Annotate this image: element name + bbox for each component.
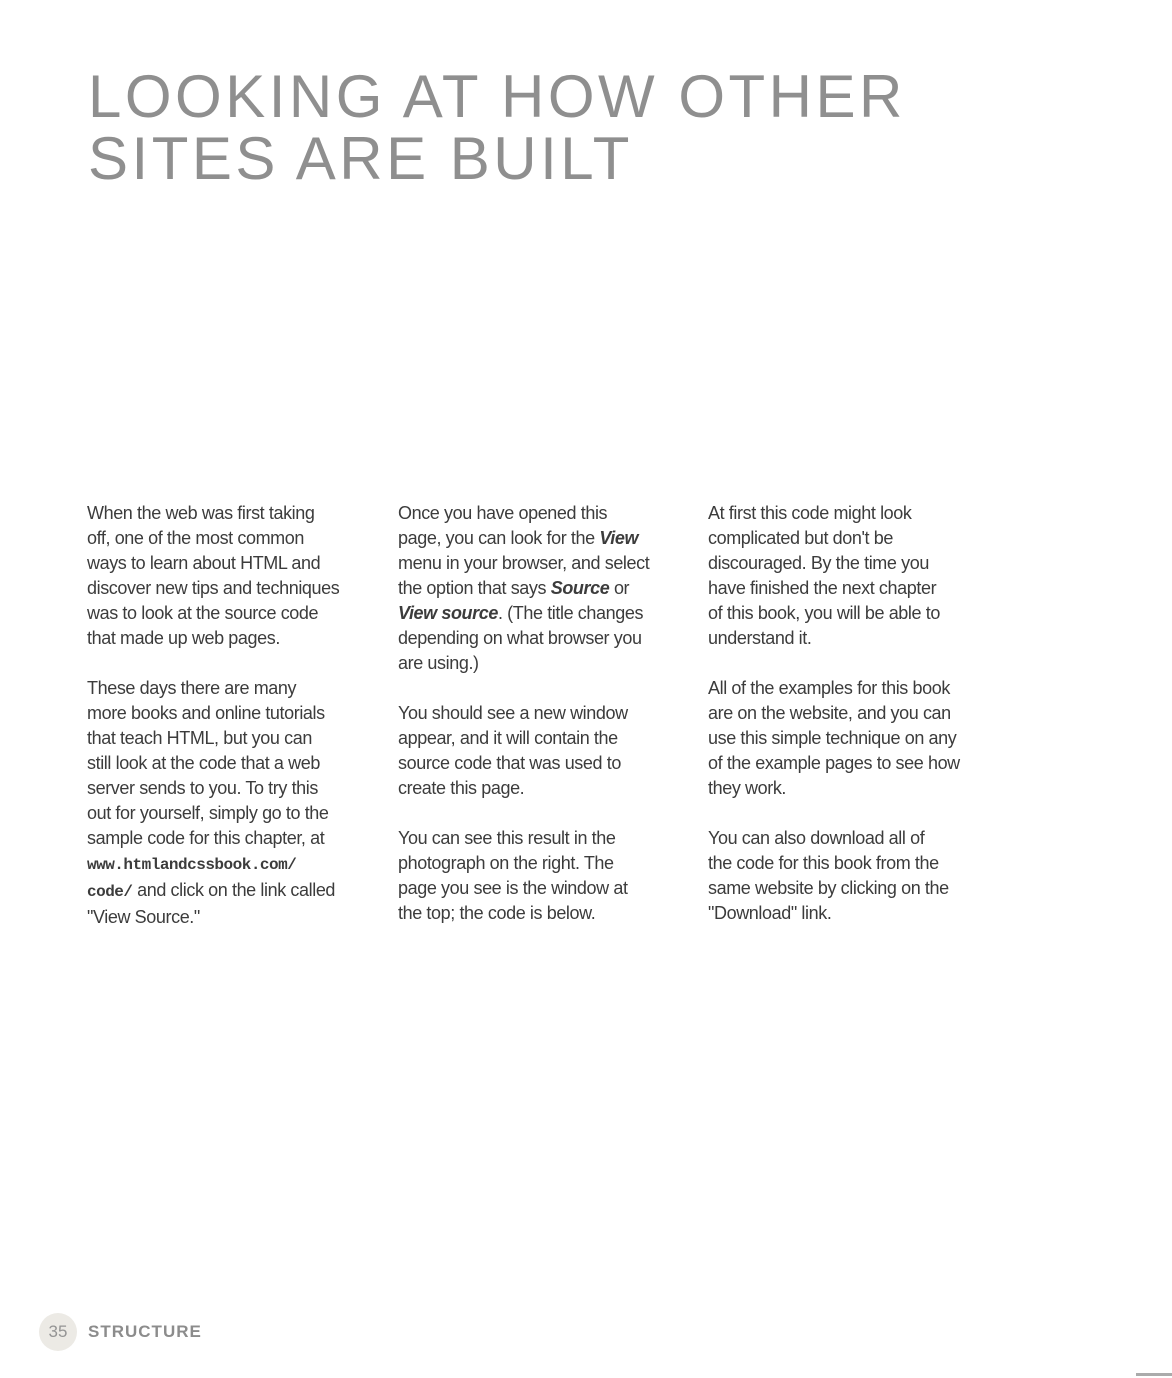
text-line (398, 876, 688, 901)
body-text: discouraged. By the time you (708, 553, 929, 573)
body-text: that teach HTML, but you can (87, 728, 312, 748)
body-text: You can also download all of (708, 828, 925, 848)
text-line (708, 576, 998, 601)
body-text: or (609, 578, 630, 598)
text-line (87, 826, 377, 851)
body-text: You can see this result in the (398, 828, 616, 848)
text-line (87, 878, 377, 905)
text-line (398, 526, 688, 551)
body-text: These days there are many (87, 678, 297, 698)
text-line (708, 776, 998, 801)
body-text: "Download" link. (708, 903, 832, 923)
body-text: You should see a new window (398, 703, 628, 723)
page-number: 35 (48, 1322, 68, 1341)
body-text: Once you have opened this (398, 503, 608, 523)
body-text: of this book, you will be able to (708, 603, 940, 623)
text-line (398, 576, 688, 601)
text-line (398, 826, 688, 851)
body-text: At first this code might look (708, 503, 912, 523)
text-line (87, 676, 377, 701)
text-line (87, 776, 377, 801)
page-edge-mark (1136, 1373, 1172, 1376)
chapter-title (88, 63, 906, 192)
body-text: server sends to you. To try this (87, 778, 318, 798)
body-text: the code for this book from the (708, 853, 939, 873)
text-line (87, 726, 377, 751)
text-line (398, 776, 688, 801)
text-line (398, 601, 688, 626)
code-text: www.htmlandcssbook.com/ (87, 856, 297, 874)
body-text: menu in your browser, and select (398, 553, 650, 573)
text-line (398, 726, 688, 751)
paragraph (398, 826, 688, 926)
body-text: are using.) (398, 653, 479, 673)
body-text: the top; the code is below. (398, 903, 596, 923)
chapter-title-line-2: SITES ARE BUILT (88, 125, 633, 192)
body-text: more books and online tutorials (87, 703, 325, 723)
text-line (708, 726, 998, 751)
text-line (708, 701, 998, 726)
text-column-1 (87, 501, 377, 955)
text-line (708, 826, 998, 851)
body-text: off, one of the most common (87, 528, 304, 548)
text-line (398, 651, 688, 676)
paragraph (708, 501, 998, 651)
text-line (398, 501, 688, 526)
body-text: of the example pages to see how (708, 753, 960, 773)
text-line (398, 851, 688, 876)
body-text: the option that says (398, 578, 551, 598)
paragraph (398, 501, 688, 676)
body-text: use this simple technique on any (708, 728, 957, 748)
text-line (708, 551, 998, 576)
chapter-title-line-1: LOOKING AT HOW OTHER (88, 63, 906, 130)
body-text: appear, and it will contain the (398, 728, 618, 748)
text-line (708, 851, 998, 876)
body-text: out for yourself, simply go to the (87, 803, 329, 823)
text-line (708, 676, 998, 701)
code-text: code/ (87, 883, 133, 901)
body-text: discover new tips and techniques (87, 578, 340, 598)
body-text: are on the website, and you can (708, 703, 951, 723)
emphasized-text: View source (398, 603, 498, 623)
page-number-badge (39, 1313, 77, 1351)
body-text: page, you can look for the (398, 528, 600, 548)
paragraph (87, 676, 377, 930)
text-line (87, 801, 377, 826)
body-text: ways to learn about HTML and (87, 553, 321, 573)
body-text: "View Source." (87, 907, 200, 927)
body-text: that made up web pages. (87, 628, 280, 648)
text-line (708, 876, 998, 901)
emphasized-text: Source (550, 578, 610, 598)
text-line (87, 576, 377, 601)
text-line (87, 626, 377, 651)
text-line (87, 905, 377, 930)
body-text: sample code for this chapter, at (87, 828, 325, 848)
text-line (87, 701, 377, 726)
text-line (398, 751, 688, 776)
body-text: have finished the next chapter (708, 578, 937, 598)
paragraph (708, 676, 998, 801)
body-text: photograph on the right. The (398, 853, 614, 873)
text-line (87, 551, 377, 576)
body-text: When the web was first taking (87, 503, 315, 523)
body-text: depending on what browser you (398, 628, 642, 648)
body-text: they work. (708, 778, 787, 798)
paragraph (398, 701, 688, 801)
body-text: same website by clicking on the (708, 878, 949, 898)
text-line (708, 526, 998, 551)
paragraph (708, 826, 998, 926)
body-text: was to look at the source code (87, 603, 319, 623)
body-text: . (The title changes (497, 603, 644, 623)
text-column-2 (398, 501, 688, 951)
text-line (87, 501, 377, 526)
body-text: understand it. (708, 628, 812, 648)
text-line (87, 851, 377, 878)
section-label: STRUCTURE (88, 1322, 202, 1341)
text-line (708, 626, 998, 651)
body-text: source code that was used to (398, 753, 621, 773)
paragraph (87, 501, 377, 651)
text-line (708, 901, 998, 926)
body-text: All of the examples for this book (708, 678, 950, 698)
body-text: still look at the code that a web (87, 753, 320, 773)
body-text: page you see is the window at (398, 878, 628, 898)
text-line (708, 751, 998, 776)
text-line (398, 901, 688, 926)
text-column-3 (708, 501, 998, 951)
text-line (708, 501, 998, 526)
body-text: complicated but don't be (708, 528, 893, 548)
text-line (87, 526, 377, 551)
emphasized-text: View (599, 528, 639, 548)
text-line (87, 601, 377, 626)
body-text: create this page. (398, 778, 525, 798)
body-text: and click on the link called (132, 880, 336, 900)
text-line (398, 701, 688, 726)
text-line (398, 626, 688, 651)
text-line (87, 751, 377, 776)
text-line (708, 601, 998, 626)
text-line (398, 551, 688, 576)
